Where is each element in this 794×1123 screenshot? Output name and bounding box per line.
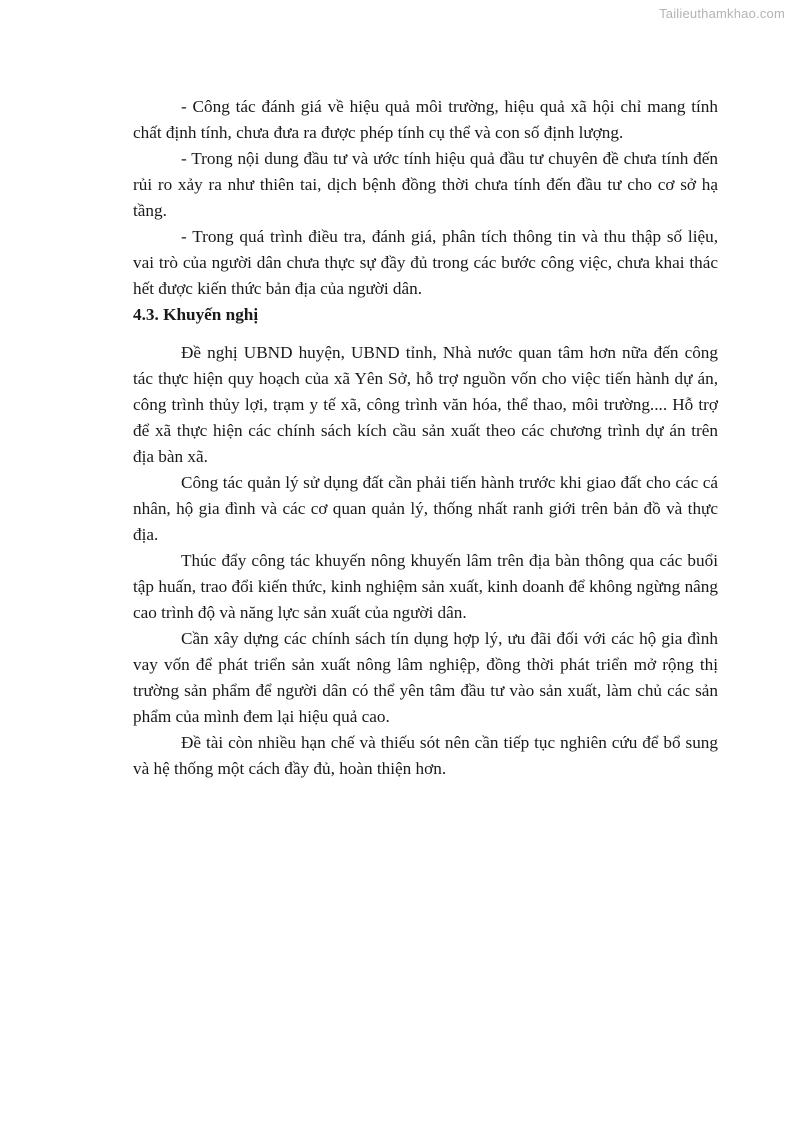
limitation-paragraph: - Trong nội dung đầu tư và ước tính hiệu quả đầu tư chuyên đề chưa tính đến rủi ro xảy ra như thiên tai, dịch bệnh đồng thời chưa tính đến đầu tư cho cơ sở hạ tầng. [133,149,718,220]
recommendation-paragraph: Cần xây dựng các chính sách tín dụng hợp lý, ưu đãi đối với các hộ gia đình vay vốn để phát triển sản xuất nông lâm nghiệp, đồng thời phát triển mở rộng thị trường sản phẩm để người dân có thể yên tâm đầu tư vào sản xuất, làm chủ các sản phẩm của mình đem lại hiệu quả cao. [133,629,718,726]
recommendation-paragraph: Đề tài còn nhiều hạn chế và thiếu sót nên cần tiếp tục nghiên cứu để bổ sung và hệ thống một cách đầy đủ, hoàn thiện hơn. [133,733,718,778]
limitation-paragraph: - Trong quá trình điều tra, đánh giá, phân tích thông tin và thu thập số liệu, vai trò của người dân chưa thực sự đầy đủ trong các bước công việc, chưa khai thác hết được kiến thức bản địa của người dân. [133,227,718,298]
recommendation-paragraph: Công tác quản lý sử dụng đất cần phải tiến hành trước khi giao đất cho các cá nhân, hộ gia đình và các cơ quan quản lý, thống nhất ranh giới trên bản đồ và thực địa. [133,473,718,544]
document-body [133,94,718,782]
limitation-paragraph: - Công tác đánh giá về hiệu quả môi trường, hiệu quả xã hội chỉ mang tính chất định tính, chưa đưa ra được phép tính cụ thể và con số định lượng. [133,97,718,142]
recommendation-paragraph: Đề nghị UBND huyện, UBND tỉnh, Nhà nước quan tâm hơn nữa đến công tác thực hiện quy hoạch của xã Yên Sở, hỗ trợ nguồn vốn cho việc tiến hành dự án, công trình thủy lợi, trạm y tế xã, công trình văn hóa, thể thao, môi trường.... Hỗ trợ để xã thực hiện các chính sách kích cầu sản xuất theo các chương trình dự án trên địa bàn xã. [133,343,718,466]
recommendation-paragraph: Thúc đẩy công tác khuyến nông khuyến lâm trên địa bàn thông qua các buổi tập huấn, trao đổi kiến thức, kinh nghiệm sản xuất, kinh doanh để không ngừng nâng cao trình độ và năng lực sản xuất của người dân. [133,551,718,622]
watermark: Tailieuthamkhao.com [659,6,785,21]
section-heading: 4.3. Khuyến nghị [133,305,259,324]
